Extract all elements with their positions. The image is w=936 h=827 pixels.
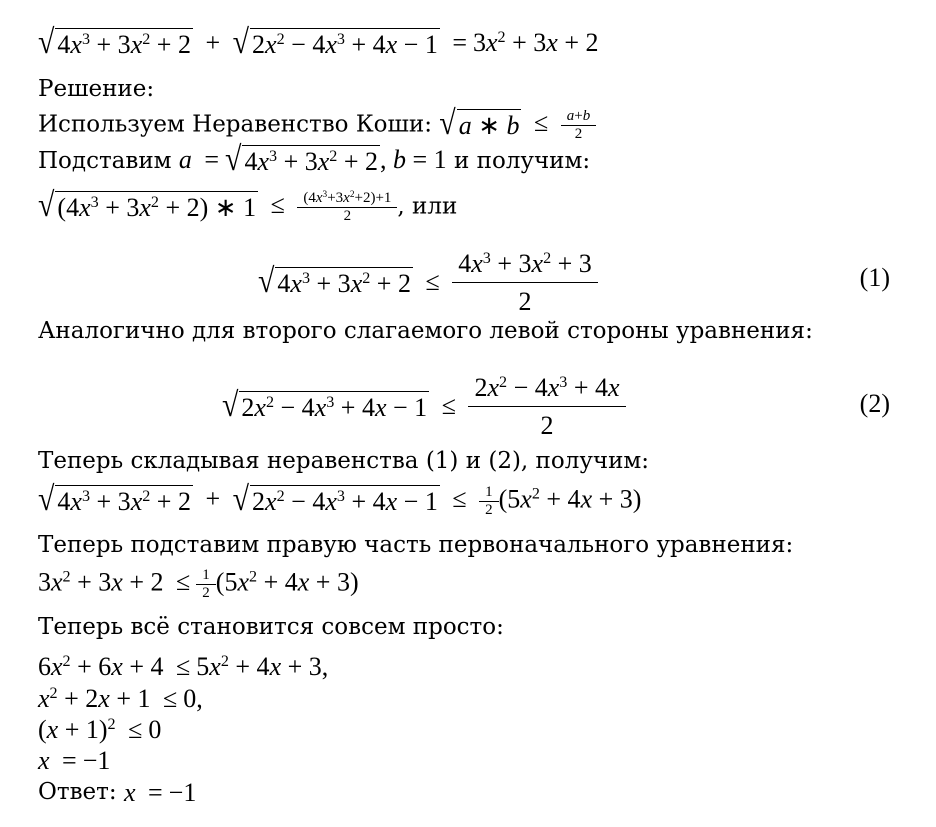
step-4: x = −1 <box>38 746 111 775</box>
step-3: $(x + 1)^2 \le 0$ <box>38 715 162 744</box>
substitute-right-text: Теперь подставим правую часть первоначального уравнения: <box>38 532 794 558</box>
cauchy-text: Используем Неравенство Коши: <box>38 111 432 138</box>
product-fraction: $\frac{(4x^3+3x^2+2)+1}{2}$ <box>300 190 394 225</box>
sqrt-term-2: √ $2x^2 - 4x^3 + 4x - 1$ <box>232 23 438 62</box>
simple-text: Теперь всё становится совсем просто: <box>38 614 504 640</box>
analog-text: Аналогично для второго слагаемого левой стороны уравнения: <box>38 318 813 344</box>
or-text: , или <box>397 193 458 220</box>
answer-label: Ответ: <box>38 779 117 805</box>
sum-inequality: √ $4x^3 + 3x^2 + 2$ + √ $2x^2 - 4x^3 + 4x - 1$ ≤ $\frac{1}{2}$ $(5x^2 + 4x + 3)$ <box>38 479 642 518</box>
step-2: $x^2 + 2x + 1 \le 0$, <box>38 684 203 713</box>
main-equation: √ $4x^3 + 3x^2 + 2$ + √ $2x^2 - 4x^3 + 4x - 1$ = $3x^2 + 3x + 2$ <box>38 23 599 62</box>
cauchy-line: Используем Неравенство Коши: √ a ∗ b ≤ $\frac{a+b}{2}$ <box>38 108 596 143</box>
combined-inequality: $3x^2 + 3x + 2$ ≤ $\frac{1}{2}$ $(5x^2 + 4x + 3)$ <box>38 567 359 601</box>
inequality-2: √ $2x^2 - 4x^3 + 4x - 1$ ≤ $\frac{2x^2 - 4x^3 + 4x}{2}$ <box>222 370 626 445</box>
and-get-text: и получим: <box>454 147 591 174</box>
step-1: $6x^2 + 6x + 4 \le 5x^2 + 4x + 3$, <box>38 652 329 681</box>
cauchy-fraction: $\frac{a+b}{2}$ <box>564 108 593 143</box>
inequality-1: √ $4x^3 + 3x^2 + 2$ ≤ $\frac{4x^3 + 3x^2 + 3}{2}$ <box>258 246 598 321</box>
product-inequality: √ $(4x^3 + 3x^2 + 2)$ ∗ 1 ≤ $\frac{(4x^3+3x^2+2)+1}{2}$ , или <box>38 185 458 224</box>
solution-heading: Решение: <box>38 76 155 102</box>
adding-text: Теперь складывая неравенства (1) и (2), получим: <box>38 448 650 474</box>
answer-line: Ответ: x = −1 <box>38 778 197 807</box>
substitute-text: Подставим <box>38 147 172 174</box>
equation-number-2: (2) <box>859 389 890 418</box>
sqrt-term-1: √ $4x^3 + 3x^2 + 2$ <box>38 23 191 62</box>
equation-number-1: (1) <box>859 263 890 292</box>
substitute-line: Подставим a = √ $4x^3 + 3x^2 + 2$ , b = 1 и получим: <box>38 140 591 179</box>
